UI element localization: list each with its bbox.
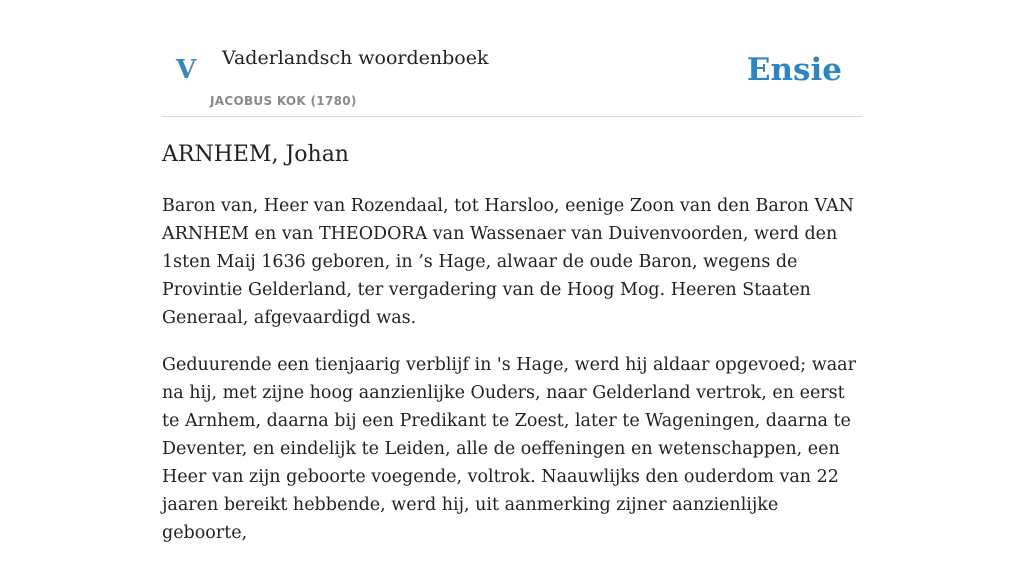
site-header <box>162 0 862 117</box>
author-label: JACOBUS KOK (1780) <box>210 94 357 108</box>
ensie-logo-link[interactable]: Ensie <box>746 52 842 88</box>
letter-index-link[interactable]: V <box>176 55 197 85</box>
book-title-link[interactable]: Vaderlandsch woordenboek <box>222 47 489 69</box>
entry-content <box>162 192 862 566</box>
entry-paragraph: Baron van, Heer van Rozendaal, tot Harsloo, eenige Zoon van den Baron VAN ARNHEM en van THEODORA van Wassenaer van Duivenvoorden, werd den 1sten Maij 1636 geboren, in ’s Hage, alwaar de oude Baron, wegens de Provintie Gelderland, ter vergadering van de Hoog Mog. Heeren Staaten Generaal, afgevaardigd was. <box>162 196 854 328</box>
entry-title: ARNHEM, Johan <box>162 142 349 167</box>
entry-paragraph: Geduurende een tienjaarig verblijf in 's Hage, werd hij aldaar opgevoed; waar na hij, met zijne hoog aanzienlijke Ouders, naar Gelderland vertrok, en eerst te Arnhem, daarna bij een Predikant te Zoest, later te Wageningen, daarna te Deventer, en eindelijk te Leiden, alle de oeffeningen en wetenschappen, een Heer van zijn geboorte voegende, voltrok. Naauwlijks den ouderdom van 22 jaaren bereikt hebbende, werd hij, uit aanmerking zijner aanzienlijke geboorte, <box>162 355 856 543</box>
